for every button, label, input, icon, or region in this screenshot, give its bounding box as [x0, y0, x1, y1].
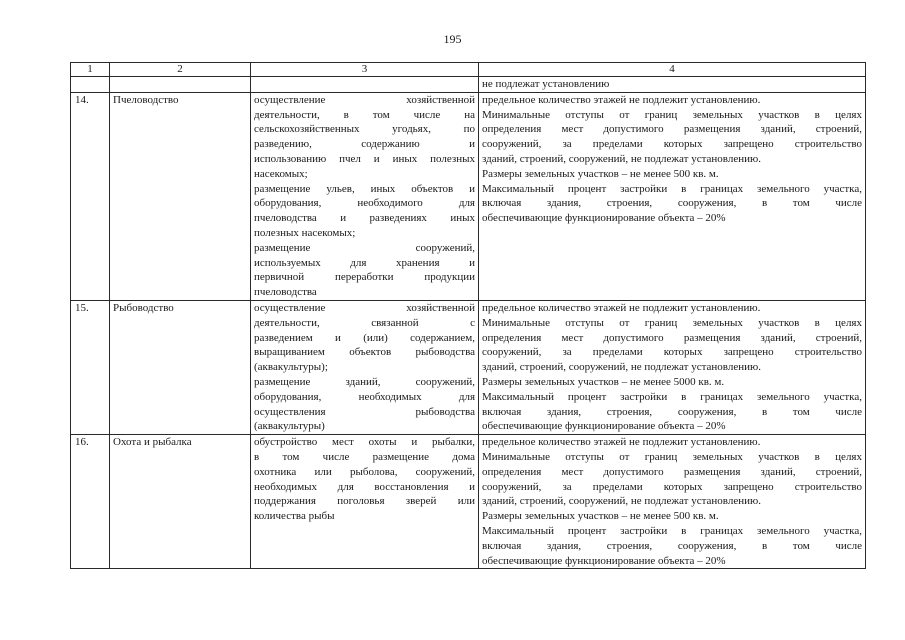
parameter-line: сооружений, за пределами которых запрещено строительство [482, 480, 862, 493]
description-line: полезных насекомых; [254, 226, 356, 239]
description-line: пчеловодства [254, 286, 317, 299]
description-line: количества рыбы [254, 510, 335, 523]
description-line: сельскохозяйственных угодьях, по [254, 123, 475, 136]
description-line: пчеловодства и разведениях иных [254, 212, 475, 225]
parameter-line: предельное количество этажей не подлежит установлению. [482, 93, 761, 106]
table-row [71, 435, 866, 569]
construction-parameters [479, 300, 866, 434]
description-line: в том числе размещение дома [254, 450, 475, 463]
description-line: оборудования, необходимых для [254, 390, 475, 403]
row-number: 16. [71, 435, 110, 569]
description-line: (аквакультуры); [254, 361, 328, 374]
description-line: деятельности, связанной с [254, 316, 475, 329]
column-number-row [71, 63, 866, 77]
land-use-description [251, 435, 479, 569]
parameter-line: определения мест допустимого размещения зданий, строений, [482, 123, 862, 136]
parameter-line: предельное количество этажей не подлежит установлению. [482, 436, 761, 449]
construction-parameters [479, 435, 866, 569]
table-body [71, 92, 866, 569]
column-number-4: 4 [479, 63, 866, 77]
description-line: разведению, содержанию и [254, 138, 475, 151]
column-number-3: 3 [251, 63, 479, 77]
description-line: использованию пчел и иных полезных [254, 152, 475, 165]
column-number-1: 1 [71, 63, 110, 77]
parameter-line: Размеры земельных участков – не менее 5000 кв. м. [482, 375, 725, 388]
description-line: охотника или рыболова, сооружений, [254, 465, 475, 478]
description-line: размещение ульев, иных объектов и [254, 182, 475, 195]
description-line: необходимых для восстановления и [254, 480, 475, 493]
parameter-line: сооружений, за пределами которых запрещено строительство [482, 138, 862, 151]
continuation-text: не подлежат установлению [479, 77, 866, 93]
description-line: осуществление хозяйственной [254, 93, 475, 106]
parameter-line: определения мест допустимого размещения зданий, строений, [482, 331, 862, 344]
description-line: размещение сооружений, [254, 241, 475, 254]
parameter-line: Максимальный процент застройки в границах земельного участка, [482, 524, 862, 537]
page-number: 195 [443, 32, 462, 46]
parameter-line: зданий, строений, сооружений, не подлежат установлению. [482, 361, 761, 374]
parameter-line: предельное количество этажей не подлежит установлению. [482, 301, 761, 314]
land-use-type: Рыбоводство [110, 300, 251, 434]
parameter-line: обеспечивающие функционирование объекта – 20% [482, 554, 726, 567]
description-line: осуществление хозяйственной [254, 301, 475, 314]
land-use-description [251, 300, 479, 434]
description-line: первичной переработки продукции [254, 271, 475, 284]
continuation-row [71, 77, 866, 93]
parameter-line: зданий, строений, сооружений, не подлежат установлению. [482, 495, 761, 508]
parameter-line: Минимальные отступы от границ земельных участков в целях [482, 316, 862, 329]
row-number: 14. [71, 92, 110, 300]
parameter-line: включая здания, строения, сооружения, в том числе [482, 197, 862, 210]
description-line: разведением и (или) содержанием, [254, 331, 475, 344]
table-row [71, 92, 866, 300]
description-line: используемых для хранения и [254, 256, 475, 269]
parameter-line: зданий, строений, сооружений, не подлежат установлению. [482, 152, 761, 165]
parameter-line: обеспечивающие функционирование объекта – 20% [482, 212, 726, 225]
description-line: размещение зданий, сооружений, [254, 375, 475, 388]
parameter-line: Минимальные отступы от границ земельных участков в целях [482, 108, 862, 121]
parameter-line: Размеры земельных участков – не менее 500 кв. м. [482, 167, 719, 180]
description-line: осуществления рыбоводства [254, 405, 475, 418]
description-line: оборудования, необходимого для [254, 197, 475, 210]
parameter-line: Максимальный процент застройки в границах земельного участка, [482, 390, 862, 403]
parameter-line: Максимальный процент застройки в границах земельного участка, [482, 182, 862, 195]
regulations-table [70, 62, 866, 569]
land-use-type: Пчеловодство [110, 92, 251, 300]
parameter-line: Минимальные отступы от границ земельных участков в целях [482, 450, 862, 463]
description-line: (аквакультуры) [254, 420, 325, 433]
land-use-type: Охота и рыбалка [110, 435, 251, 569]
description-line: выращиванием объектов рыбоводства [254, 346, 475, 359]
parameter-line: обеспечивающие функционирование объекта – 20% [482, 420, 726, 433]
parameter-line: определения мест допустимого размещения зданий, строений, [482, 465, 862, 478]
land-use-description [251, 92, 479, 300]
description-line: деятельности, в том числе на [254, 108, 475, 121]
parameter-line: включая здания, строения, сооружения, в том числе [482, 539, 862, 552]
parameter-line: Размеры земельных участков – не менее 500 кв. м. [482, 510, 719, 523]
parameter-line: включая здания, строения, сооружения, в том числе [482, 405, 862, 418]
construction-parameters [479, 92, 866, 300]
description-line: обустройство мест охоты и рыбалки, [254, 436, 475, 449]
description-line: насекомых; [254, 167, 308, 180]
row-number: 15. [71, 300, 110, 434]
table-row [71, 300, 866, 434]
description-line: поддержания поголовья зверей или [254, 495, 475, 508]
column-number-2: 2 [110, 63, 251, 77]
parameter-line: сооружений, за пределами которых запрещено строительство [482, 346, 862, 359]
